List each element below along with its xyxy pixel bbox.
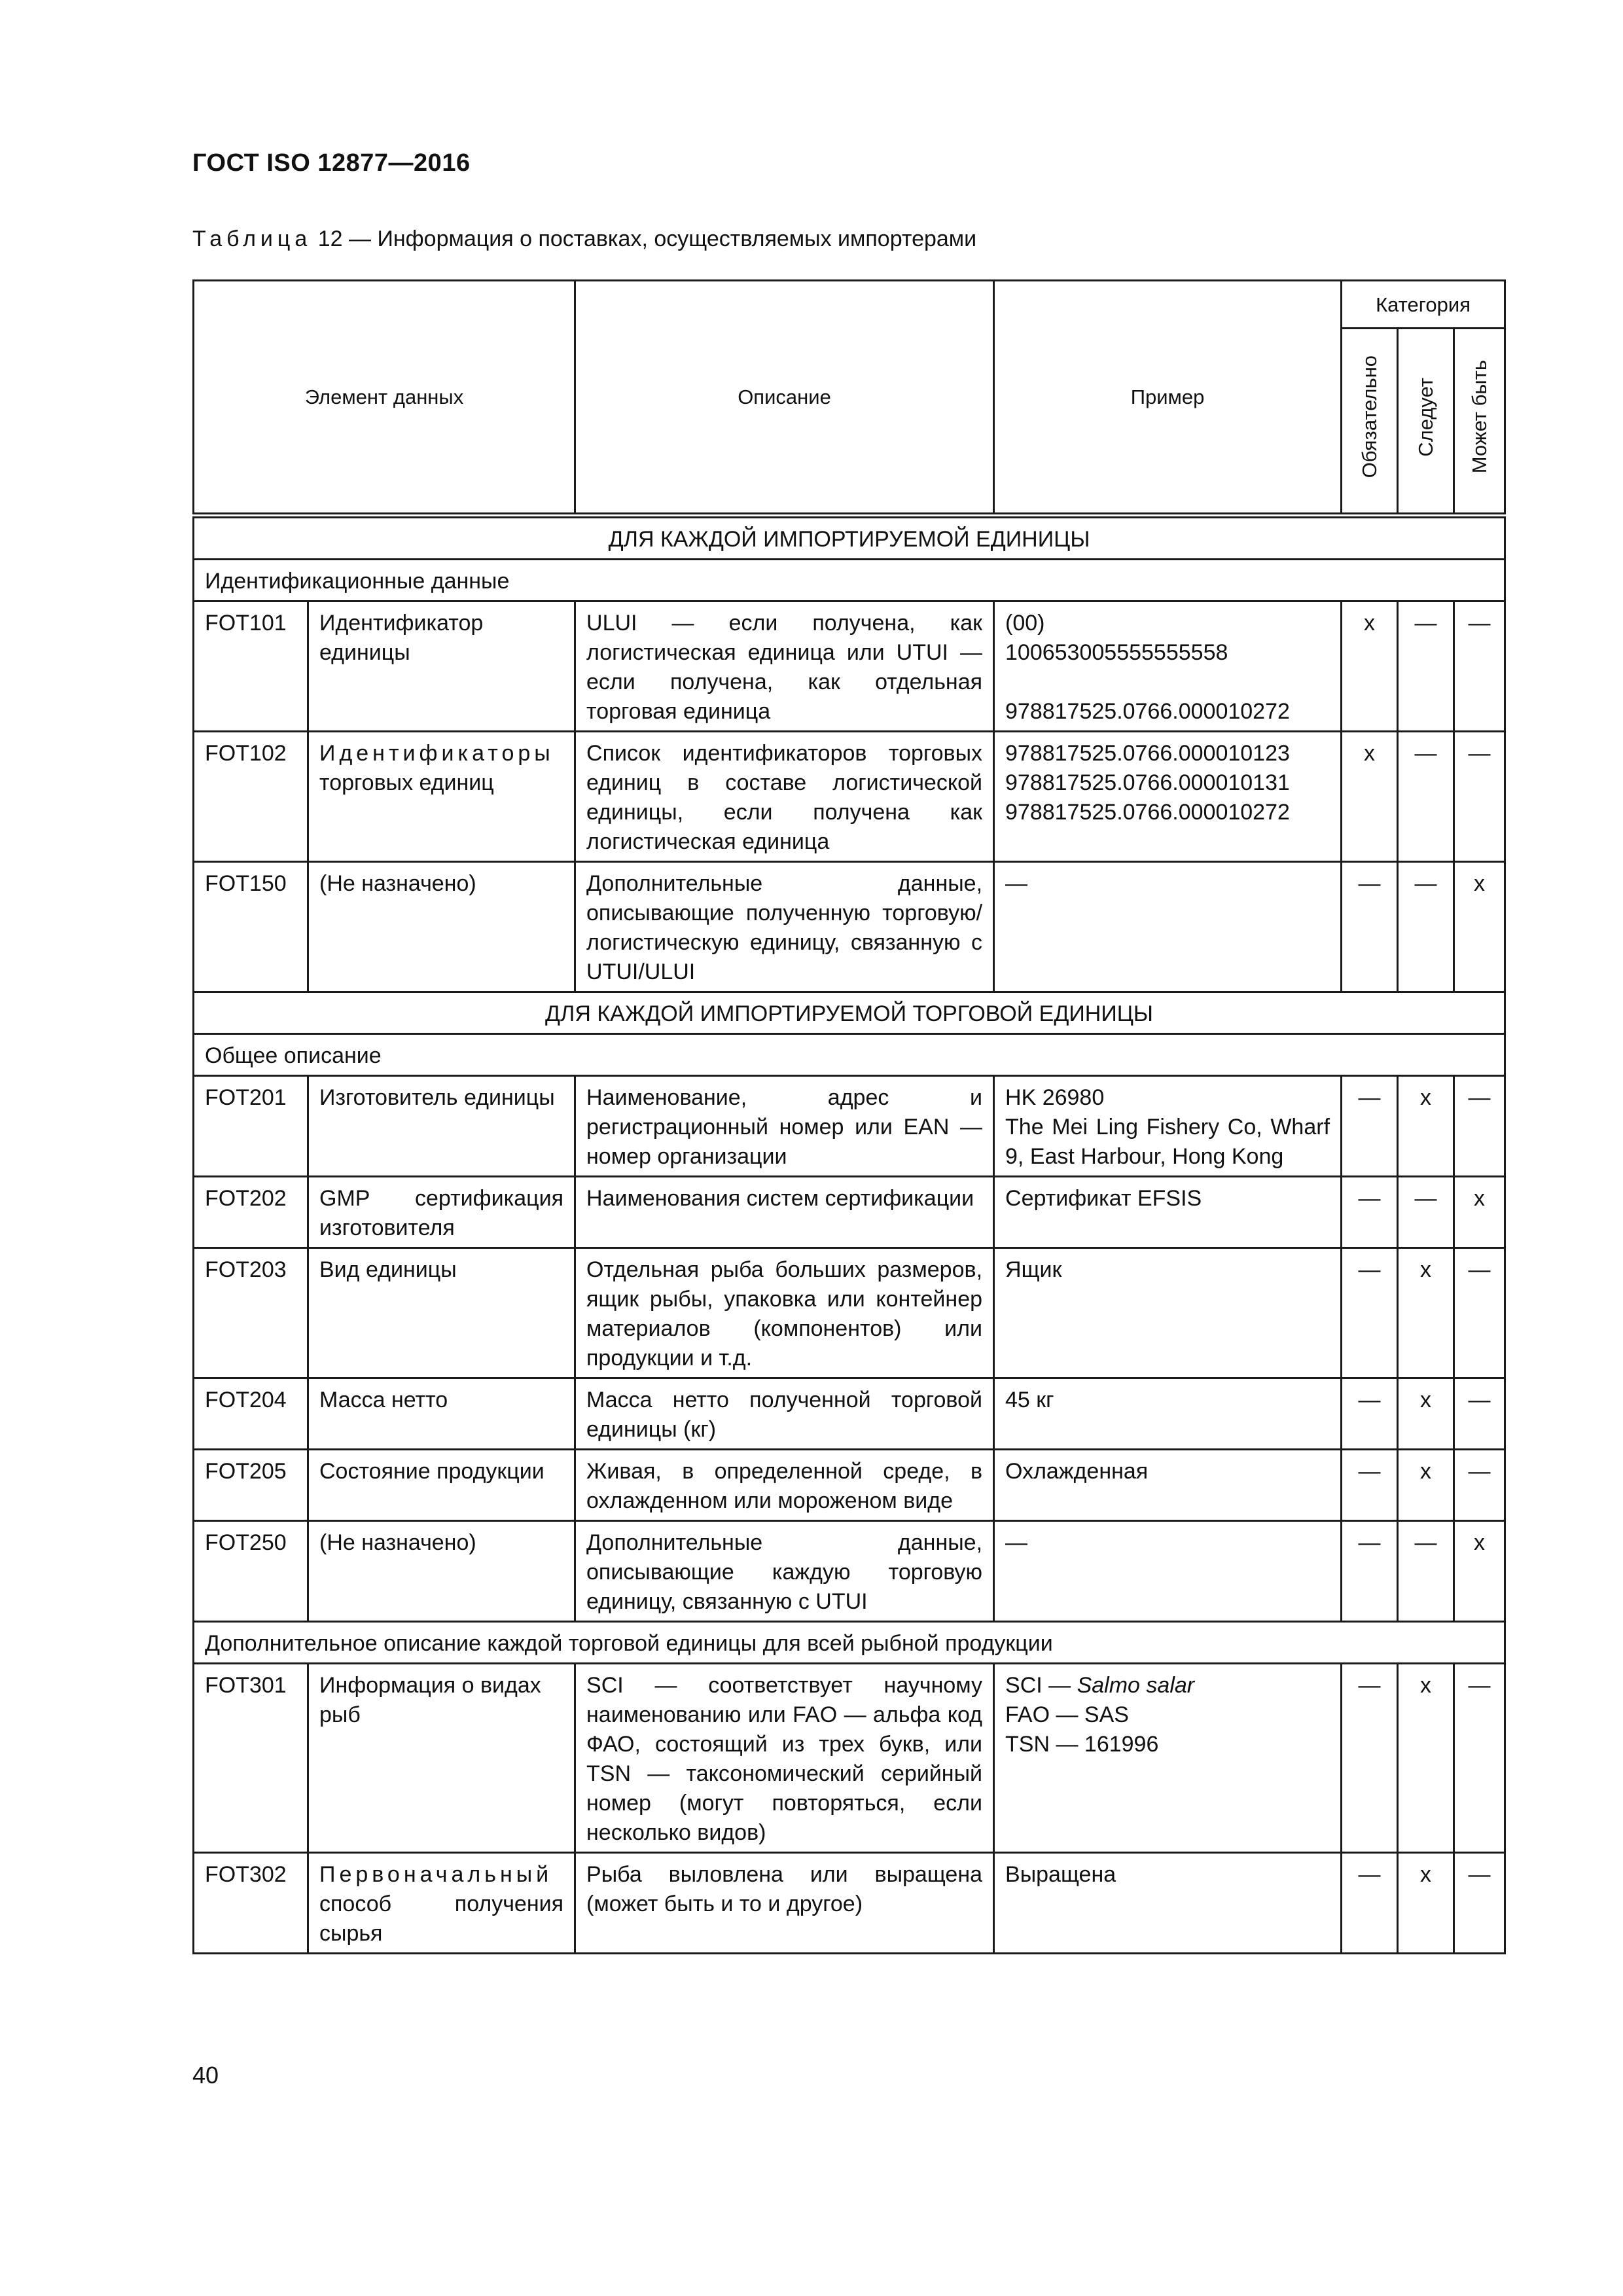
row-code: FOT205 [194,1450,308,1521]
subsection-title: Идентификационные данные [194,560,1505,601]
row-mandatory: x [1342,732,1398,862]
row-may: — [1454,601,1505,732]
row-code: FOT250 [194,1521,308,1622]
row-name: Идентификаторы торговых единиц [308,732,575,862]
row-example: 978817525.0766.000010123 978817525.0766.000010131 978817525.0766.000010272 [994,732,1342,862]
row-code: FOT302 [194,1853,308,1954]
row-description: Список идентификаторов торговых единиц в составе логистической единицы, если получена как логистическая единица [575,732,994,862]
row-example: (00) 100653005555555558 978817525.0766.000010272 [994,601,1342,732]
row-mandatory: — [1342,1521,1398,1622]
row-code: FOT102 [194,732,308,862]
row-mandatory: — [1342,862,1398,992]
row-example: Охлажденная [994,1450,1342,1521]
table-caption-prefix: Таблица [192,226,312,251]
row-may: — [1454,1076,1505,1177]
row-description: Рыба выловлена или выращена (может быть и то и другое) [575,1853,994,1954]
row-description: ULUI — если получена, как логистическая единица или UTUI — если получена, как отдельная торговая единица [575,601,994,732]
page-number: 40 [192,2062,219,2089]
row-may: x [1454,1521,1505,1622]
row-description: Масса нетто полученной торговой единицы (кг) [575,1378,994,1450]
row-should: x [1398,1664,1454,1853]
row-description: Дополнительные данные, описывающие полученную торговую/логистическую единицу, связанную с UTUI/ULUI [575,862,994,992]
row-example: Ящик [994,1248,1342,1378]
row-may: — [1454,1248,1505,1378]
row-may: x [1454,1177,1505,1248]
row-name: Идентификатор единицы [308,601,575,732]
row-may: — [1454,1450,1505,1521]
row-example: SCI — Salmo salar FAO — SAS TSN — 161996 [994,1664,1342,1853]
row-description: Наименование, адрес и регистрационный номер или EAN — номер организации [575,1076,994,1177]
document-code: ГОСТ ISO 12877—2016 [192,149,471,177]
row-mandatory: — [1342,1248,1398,1378]
header-may: Может быть [1454,329,1505,516]
subsection-title: Общее описание [194,1034,1505,1076]
table-caption [192,226,976,252]
table-row [194,1378,1505,1450]
row-mandatory: — [1342,1177,1398,1248]
row-should: x [1398,1076,1454,1177]
row-mandatory: — [1342,1378,1398,1450]
row-should: x [1398,1248,1454,1378]
section-title: ДЛЯ КАЖДОЙ ИМПОРТИРУЕМОЙ ТОРГОВОЙ ЕДИНИЦЫ [194,992,1505,1034]
row-code: FOT201 [194,1076,308,1177]
row-should: — [1398,1177,1454,1248]
table-row [194,1853,1505,1954]
row-name: Изготовитель единицы [308,1076,575,1177]
row-name: GMP сертификация изготовителя [308,1177,575,1248]
header-element: Элемент данных [194,281,575,516]
row-may: — [1454,1378,1505,1450]
row-mandatory: — [1342,1076,1398,1177]
table-row [194,1664,1505,1853]
row-name: Первоначальный способ получения сырья [308,1853,575,1954]
row-description: Отдельная рыба больших размеров, ящик рыбы, упаковка или контейнер материалов (компонентов) или продукции и т.д. [575,1248,994,1378]
table-caption-text: 12 — Информация о поставках, осуществляемых импортерами [312,226,977,251]
subsection-row [194,1034,1505,1076]
row-example: Выращена [994,1853,1342,1954]
row-name: Информация о видах рыб [308,1664,575,1853]
table-row [194,1177,1505,1248]
row-should: x [1398,1450,1454,1521]
row-code: FOT204 [194,1378,308,1450]
row-description: Живая, в определенной среде, в охлажденном или мороженом виде [575,1450,994,1521]
row-should: x [1398,1378,1454,1450]
row-should: — [1398,862,1454,992]
row-mandatory: x [1342,601,1398,732]
row-should: — [1398,601,1454,732]
row-code: FOT301 [194,1664,308,1853]
header-should: Следует [1398,329,1454,516]
row-description: Дополнительные данные, описывающие каждую торговую единицу, связанную с UTUI [575,1521,994,1622]
row-example: Сертификат EFSIS [994,1177,1342,1248]
row-mandatory: — [1342,1853,1398,1954]
section-title-row [194,992,1505,1034]
row-example: — [994,862,1342,992]
imports-table [192,279,1506,1954]
row-name: (Не назначено) [308,1521,575,1622]
subsection-title: Дополнительное описание каждой торговой единицы для всей рыбной продукции [194,1622,1505,1664]
table-row [194,1450,1505,1521]
header-example: Пример [994,281,1342,516]
subsection-row [194,1622,1505,1664]
row-name: Масса нетто [308,1378,575,1450]
row-code: FOT101 [194,601,308,732]
row-should: x [1398,1853,1454,1954]
row-code: FOT150 [194,862,308,992]
row-may: x [1454,862,1505,992]
header-mandatory: Обязательно [1342,329,1398,516]
row-mandatory: — [1342,1664,1398,1853]
row-code: FOT203 [194,1248,308,1378]
row-name: (Не назначено) [308,862,575,992]
table-row [194,1248,1505,1378]
row-may: — [1454,732,1505,862]
row-example: — [994,1521,1342,1622]
row-code: FOT202 [194,1177,308,1248]
row-may: — [1454,1664,1505,1853]
table-row [194,1521,1505,1622]
table-row [194,601,1505,732]
header-category: Категория [1342,281,1505,329]
row-name: Вид единицы [308,1248,575,1378]
table-row [194,862,1505,992]
subsection-row [194,560,1505,601]
row-should: — [1398,1521,1454,1622]
table-row [194,732,1505,862]
row-example: HK 26980 The Mei Ling Fishery Co, Wharf 9, East Harbour, Hong Kong [994,1076,1342,1177]
header-description: Описание [575,281,994,516]
table-row [194,1076,1505,1177]
row-should: — [1398,732,1454,862]
row-description: Наименования систем сертификации [575,1177,994,1248]
row-example: 45 кг [994,1378,1342,1450]
section-title: ДЛЯ КАЖДОЙ ИМПОРТИРУЕМОЙ ЕДИНИЦЫ [194,516,1505,560]
row-description: SCI — соответствует научному наименованию или FAO — альфа код ФАО, состоящий из трех букв, или TSN — таксономический серийный номер (могут повторяться, если несколько видов) [575,1664,994,1853]
row-mandatory: — [1342,1450,1398,1521]
section-title-row [194,516,1505,560]
row-may: — [1454,1853,1505,1954]
row-name: Состояние продукции [308,1450,575,1521]
